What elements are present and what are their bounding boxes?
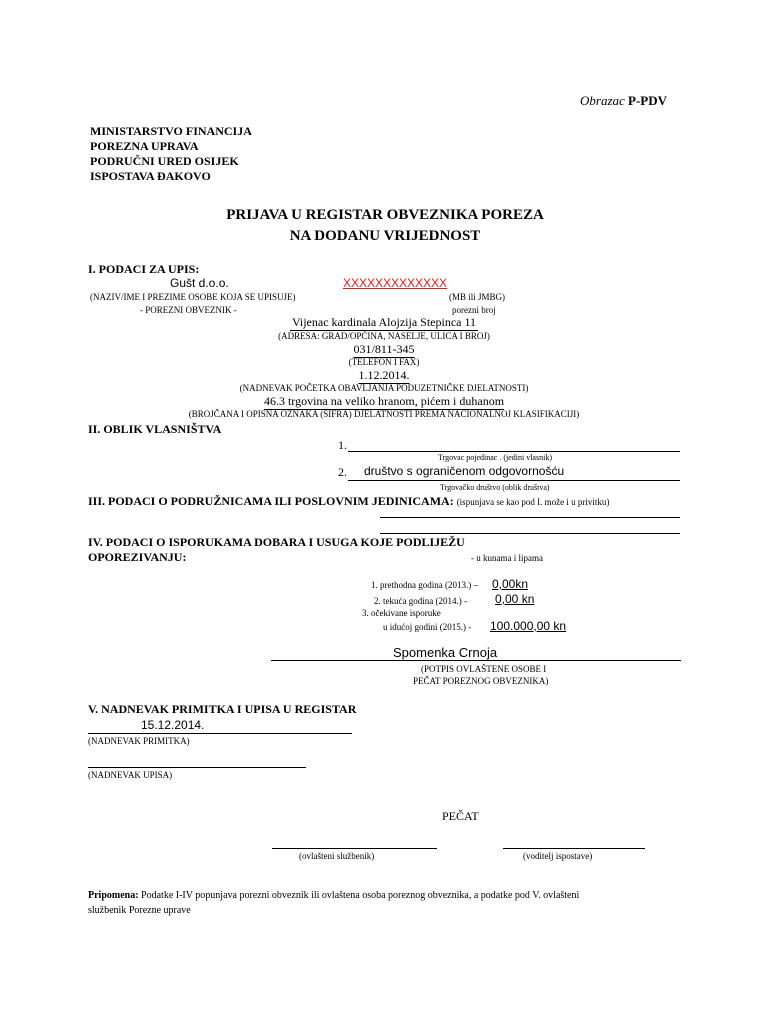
company-name-caption: (NAZIV/IME I PREZIME OSOBE KOJA SE UPISUJE)	[90, 292, 296, 302]
footer-note-line1	[88, 890, 579, 901]
phone-value: 031/811-345	[353, 342, 415, 356]
option-2-number: 2.	[338, 465, 347, 479]
expected-year-value: 100.000,00 kn	[490, 619, 567, 633]
signature-value: Spomenka Crnoja	[393, 645, 498, 660]
previous-year-label: 1. prethodna godina (2013.) –	[371, 580, 478, 590]
option-2-caption: Trgovačko društvo (oblik društva)	[440, 483, 550, 492]
receipt-date-value: 15.12.2014.	[141, 718, 205, 732]
authority-branch: ISPOSTAVA ĐAKOVO	[90, 169, 211, 183]
signature-caption-line1: (POTPIS OVLAŠTENE OSOBE I	[421, 664, 547, 674]
authority-ministry: MINISTARSTVO FINANCIJA	[90, 124, 252, 138]
option-1-number: 1.	[338, 438, 347, 452]
start-date-caption: (NADNEVAK POČETKA OBAVLJANJA PODUZETNIČKE DJELATNOSTI)	[239, 383, 529, 393]
mb-caption: (MB ili JMBG)	[449, 292, 506, 302]
start-date-value: 1.12.2014.	[358, 368, 410, 382]
address-caption: (ADRESA: GRAD/OPĆINA, NASELJE, ULICA I BROJ)	[278, 331, 490, 341]
company-name-value: Gušt d.o.o.	[170, 276, 229, 290]
option-1-caption: Trgovac pojedinac . (jedini vlasnik)	[438, 453, 552, 462]
mb-value: XXXXXXXXXXXXX	[343, 276, 448, 290]
manager-caption: (voditelj ispostave)	[523, 851, 593, 861]
receipt-date-line	[88, 733, 352, 734]
section-5-heading: V. NADNEVAK PRIMITKA I UPISA U REGISTAR	[88, 702, 357, 716]
activity-value: 46.3 trgovina na veliko hranom, pićem i duhanom	[263, 394, 505, 408]
option-2-value: društvo s ograničenom odgovornošću	[364, 464, 565, 478]
signature-line	[271, 660, 681, 661]
option-2-line	[348, 480, 680, 481]
authority-tax-administration: POREZNA UPRAVA	[90, 139, 199, 153]
official-signature-line	[272, 848, 437, 849]
address-value: Vijenac kardinala Alojzija Stepinca 11	[291, 315, 477, 329]
entry-date-line	[88, 767, 306, 768]
branch-line-2	[380, 533, 680, 534]
footer-note-line2: službenik Porezne uprave	[88, 905, 191, 916]
manager-signature-line	[503, 848, 645, 849]
stamp-label: PEČAT	[442, 809, 479, 823]
current-year-value: 0,00 kn	[495, 592, 535, 606]
option-1-line	[348, 451, 680, 452]
footer-note-label: Pripomena:	[88, 890, 139, 901]
section-1-heading: I. PODACI ZA UPIS:	[88, 262, 200, 276]
previous-year-value: 0,00kn	[492, 577, 529, 591]
signature-caption-line2: PEČAT POREZNOG OBVEZNIKA)	[413, 676, 549, 686]
authority-regional-office: PODRUČNI URED OSIJEK	[90, 154, 239, 168]
document-title-line2: NA DODANU VRIJEDNOST	[289, 228, 481, 244]
section-4-heading-line1: IV. PODACI O ISPORUKAMA DOBARA I USUGA KOJE PODLIJEŽU	[88, 535, 465, 549]
footer-note-text: Podatke I-IV popunjava porezni obveznik ili ovlaštena osoba poreznog obveznika, a podatke pod V. ovlašteni	[141, 890, 580, 901]
document-title-line1: PRIJAVA U REGISTAR OBVEZNIKA POREZA	[226, 207, 544, 223]
official-caption: (ovlašteni službenik)	[299, 851, 375, 861]
expected-year-label-b: u idućoj godini (2015.) -	[383, 622, 472, 632]
section-4-heading-line2: OPOREZIVANJU:	[88, 550, 187, 564]
tax-number-caption: porezni broj	[452, 305, 496, 315]
form-code	[580, 93, 667, 109]
form-code-label: Obrazac	[580, 93, 625, 108]
expected-year-label-a: 3. očekivane isporuke	[362, 608, 441, 618]
form-code-value: P-PDV	[628, 93, 668, 108]
section-2-heading: II. OBLIK VLASNIŠTVA	[88, 422, 222, 436]
activity-caption: (BROJČANA I OPISNA OZNAKA (ŠIFRA) DJELATNOSTI PREMA NACIONALNOJ KLASIFIKACIJI)	[188, 409, 580, 419]
section-3-heading-row	[88, 494, 609, 509]
receipt-date-caption: (NADNEVAK PRIMITKA)	[88, 736, 190, 746]
entry-date-caption: (NADNEVAK UPISA)	[88, 770, 173, 780]
current-year-label: 2. tekuća godina (2014.) -	[374, 596, 467, 606]
taxpayer-caption: - POREZNI OBVEZNIK -	[140, 305, 237, 315]
section-3-note: (ispunjava se kao pod I. može i u privitku)	[456, 497, 610, 507]
section-3-heading: III. PODACI O PODRUŽNICAMA ILI POSLOVNIM JEDINICAMA:	[88, 494, 454, 508]
branch-line-1	[380, 517, 680, 518]
phone-caption: (TELEFON I FAX)	[348, 357, 420, 367]
currency-note: - u kunama i lipama	[471, 553, 543, 563]
